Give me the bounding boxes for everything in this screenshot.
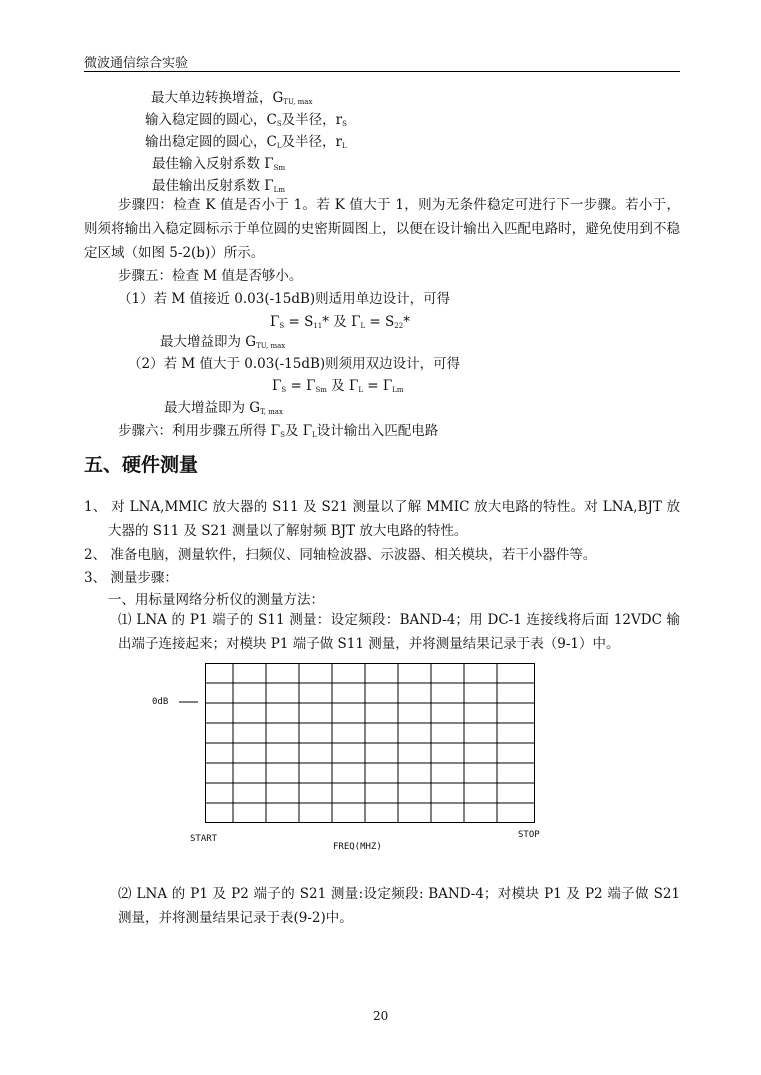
step-five: 步骤五：检查 M 值是否够小。: [118, 268, 303, 284]
line-output-circle: 输出稳定圆的圆心，$C_L$及半径，$r_L$: [145, 134, 347, 150]
procedure-one: ⑴ LNA 的 P1 端子的 S11 测量：设定频段：BAND-4；用 DC-1 连接线将后面 12VDC 输出端子连接起来；对模块 P1 端子做 S11 测量，并将测量结果记录于表（9-1）中。: [118, 612, 680, 652]
line-gtu-max: 最大单边转换增益，$G_{TU, max}$: [151, 90, 313, 106]
line-gamma-sm: 最佳输入反射系数 $\Gamma_{Sm}$: [152, 156, 286, 172]
odb-marker: [178, 697, 200, 707]
step-four: 步骤四：检查 K 值是否小于 1。若 K 值大于 1，则为无条件稳定可进行下一步骤。若小于，则须将输出入稳定圆标示于单位圆的史密斯圆图上，以便在设计输出入匹配电路时，避免使用到不稳定区域（如图 5-2(b)）所示。: [84, 197, 680, 261]
freq-axis-label: FREQ(MHZ): [333, 842, 382, 852]
gain-two: 最大增益即为 $G_{T, max}$: [164, 400, 283, 416]
item-three: 3、 测量步骤：: [84, 570, 178, 586]
step-six: 步骤六：利用步骤五所得 $\Gamma_S$及 $\Gamma_L$设计输出入匹配电路: [118, 423, 439, 439]
header-rule: [84, 71, 680, 72]
formula-one: $\Gamma_S = S_{11}*$ 及 $\Gamma_L = S_{22}*$: [270, 314, 410, 330]
odb-label: 0dB: [152, 697, 169, 707]
item-three-sub: 一、用标量网络分析仪的测量方法：: [108, 592, 324, 608]
gain-one: 最大增益即为 $G_{TU, max}$: [160, 334, 286, 350]
formula-two: $\Gamma_S = \Gamma_{Sm}$ 及 $\Gamma_L = \Gamma_{Lm}$: [272, 378, 404, 394]
item-two: 2、 准备电脑，测量软件，扫频仪、同轴检波器、示波器、相关模块，若干小器件等。: [84, 547, 597, 563]
case-one: （1）若 M 值接近 0.03(-15dB)则适用单边设计，可得: [118, 291, 451, 307]
line-input-circle: 输入稳定圆的圆心，$C_S$及半径，$r_S$: [145, 112, 347, 128]
line-gamma-lm: 最佳输出反射系数 $\Gamma_{Lm}$: [152, 178, 285, 194]
procedure-two: ⑵ LNA 的 P1 及 P2 端子的 S21 测量:设定频段: BAND-4；对模块 P1 及 P2 端子做 S21 测量，并将测量结果记录于表(9-2)中。: [118, 886, 680, 926]
measurement-grid: [205, 663, 535, 823]
section-heading: 五、硬件测量: [84, 454, 199, 476]
item-one: 1、 对 LNA,MMIC 放大器的 S11 及 S21 测量以了解 MMIC 放大电路的特性。对 LNA,BJT 放大器的 S11 及 S21 测量以了解射频 BJT 放大电路的特性。: [84, 499, 680, 539]
case-two: （2）若 M 值大于 0.03(-15dB)则须用双边设计，可得: [128, 356, 461, 372]
stop-label: STOP: [518, 830, 540, 840]
page-number: 20: [373, 1009, 389, 1023]
start-label: START: [190, 834, 218, 844]
running-header: 微波通信综合实验: [84, 56, 189, 71]
